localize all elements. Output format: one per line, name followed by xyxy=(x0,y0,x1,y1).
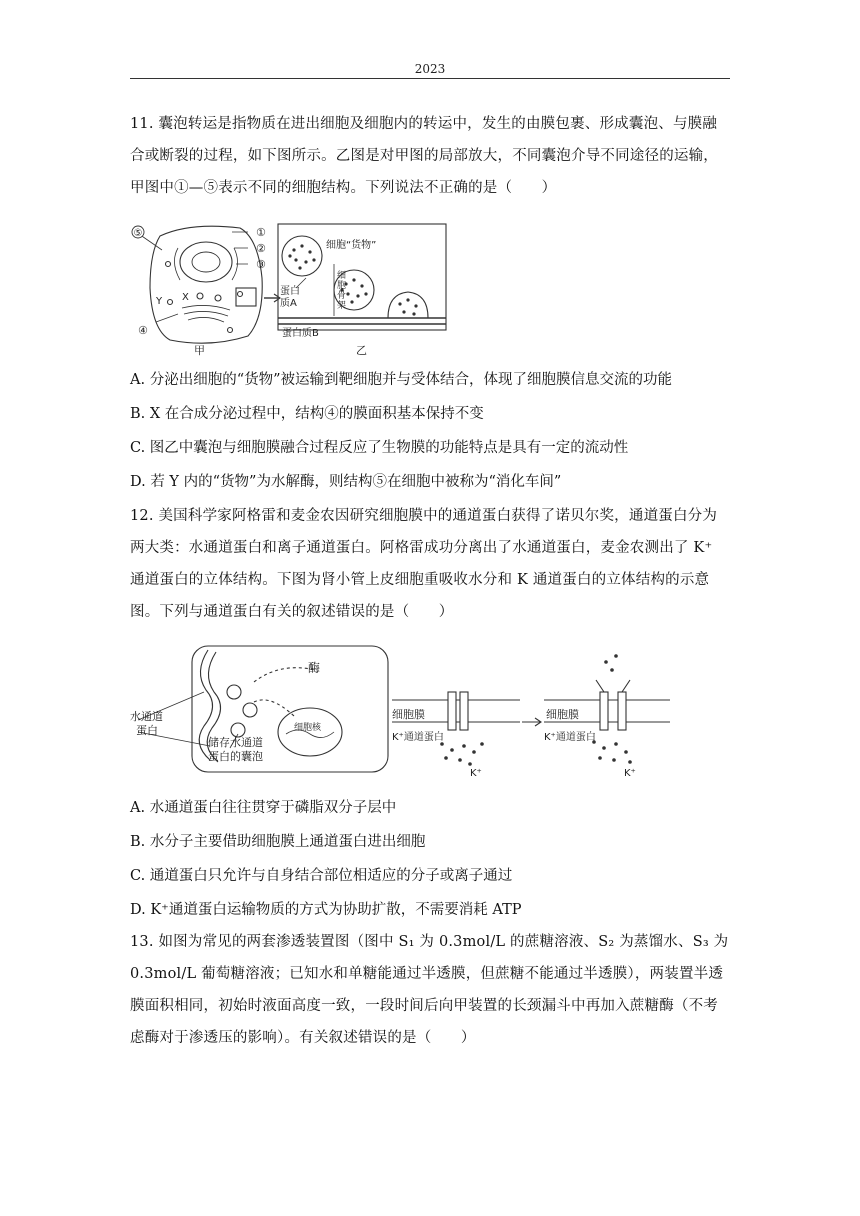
q11-stem xyxy=(130,108,730,204)
q11-stem-line: 甲图中①—⑤表示不同的细胞结构。下列说法不正确的是（ ） xyxy=(130,180,557,196)
q12-figure xyxy=(130,642,690,782)
q12-option-a: A. 水通道蛋白往往贯穿于磷脂双分子层中 xyxy=(130,800,397,816)
page-header-year: 2023 xyxy=(414,62,446,76)
q11-figure xyxy=(130,218,450,358)
label-nucleus: 细胞核 xyxy=(294,723,322,733)
label-yi: 乙 xyxy=(356,344,367,357)
header-divider xyxy=(130,78,730,79)
label-skeleton-3: 骨 xyxy=(337,291,347,301)
label-5: ⑤ xyxy=(133,228,143,239)
q12-stem-line: 通道蛋白的立体结构。下图为肾小管上皮细胞重吸收水分和 K 通道蛋白的立体结构的示意 xyxy=(130,572,710,588)
label-vesicle-1: 储存水通道 xyxy=(208,736,263,749)
label-k-channel-right: K⁺通道蛋白 xyxy=(544,732,596,743)
q11-stem-line: 合或断裂的过程，如下图所示。乙图是对甲图的局部放大，不同囊泡介导不同途径的运输， xyxy=(130,148,718,164)
q12-option-d: D. K⁺通道蛋白运输物质的方式为协助扩散，不需要消耗 ATP xyxy=(130,902,522,918)
q12-stem-line: 两大类：水通道蛋白和离子通道蛋白。阿格雷成功分离出了水通道蛋白，麦金农测出了 K⁺ xyxy=(130,540,713,556)
q11-option-b: B. X 在合成分泌过程中，结构④的膜面积基本保持不变 xyxy=(130,406,484,422)
q13-stem-line: 0.3mol/L 葡萄糖溶液；已知水和单糖能通过半透膜，但蔗糖不能通过半透膜），两装置半透 xyxy=(130,966,724,982)
q11-stem-line: 11. 囊泡转运是指物质在进出细胞及细胞内的转运中，发生的由膜包裹、形成囊泡、与膜融 xyxy=(130,116,718,132)
q13-stem xyxy=(130,926,730,1054)
transition-arrow xyxy=(522,718,541,726)
label-protein-a-1: 蛋白 xyxy=(280,286,300,297)
q11-option-a: A. 分泌出细胞的“货物”被运输到靶细胞并与受体结合，体现了细胞膜信息交流的功能 xyxy=(130,372,673,388)
label-protein-b: 蛋白质B xyxy=(282,328,319,339)
label-3: ③ xyxy=(256,258,266,271)
label-protein-a-2: 质A xyxy=(280,298,297,309)
q11-option-d: D. 若 Y 内的“货物”为水解酶，则结构⑤在细胞中被称为“消化车间” xyxy=(130,474,562,490)
q12-stem xyxy=(130,500,730,628)
q12-stem-line: 图。下列与通道蛋白有关的叙述错误的是（ ） xyxy=(130,604,454,620)
label-k-ion-right: K⁺ xyxy=(624,768,636,779)
label-2: ② xyxy=(256,242,266,255)
k-ions-left xyxy=(440,742,484,766)
label-1: ① xyxy=(256,226,266,239)
label-skeleton-1: 细 xyxy=(337,271,347,281)
q11-option-c: C. 图乙中囊泡与细胞膜融合过程反应了生物膜的功能特点是具有一定的流动性 xyxy=(130,440,629,456)
label-enzyme: 酶 xyxy=(308,661,321,675)
label-k-ion-left: K⁺ xyxy=(470,768,482,779)
q13-stem-line: 膜面积相同，初始时液面高度一致，一段时间后向甲装置的长颈漏斗中再加入蔗糖酶（不考 xyxy=(130,998,718,1014)
label-membrane-left: 细胞膜 xyxy=(392,708,425,721)
q13-stem-line: 13. 如图为常见的两套渗透装置图（图中 S₁ 为 0.3mol/L 的蔗糖溶液、S₂ 为蒸馏水、S₃ 为 xyxy=(130,934,729,950)
kidney-cell-diagram xyxy=(138,646,388,772)
label-x: X xyxy=(182,292,189,303)
q12-option-c: C. 通道蛋白只允许与自身结合部位相适应的分子或离子通过 xyxy=(130,868,513,884)
label-4: ④ xyxy=(138,324,148,337)
q12-option-b: B. 水分子主要借助细胞膜上通道蛋白进出细胞 xyxy=(130,834,426,850)
cargo-dots xyxy=(288,244,417,315)
label-membrane-right: 细胞膜 xyxy=(546,708,579,721)
q12-stem-line: 12. 美国科学家阿格雷和麦金农因研究细胞膜中的通道蛋白获得了诺贝尔奖，通道蛋白分为 xyxy=(130,508,718,524)
label-skeleton-4: 架 xyxy=(337,301,347,311)
q13-stem-line: 虑酶对于渗透压的影响）。有关叙述错误的是（ ） xyxy=(130,1030,476,1046)
label-skeleton-2: 胞 xyxy=(337,281,347,291)
label-water-channel-2: 蛋白 xyxy=(136,724,158,737)
label-y: Y xyxy=(156,296,163,307)
label-cargo: 细胞“货物” xyxy=(326,240,377,251)
label-jia: 甲 xyxy=(194,344,205,357)
label-water-channel-1: 水通道 xyxy=(130,710,163,723)
k-channel-open xyxy=(544,680,670,730)
label-vesicle-2: 蛋白的囊泡 xyxy=(208,750,263,763)
label-k-channel-left: K⁺通道蛋白 xyxy=(392,732,444,743)
